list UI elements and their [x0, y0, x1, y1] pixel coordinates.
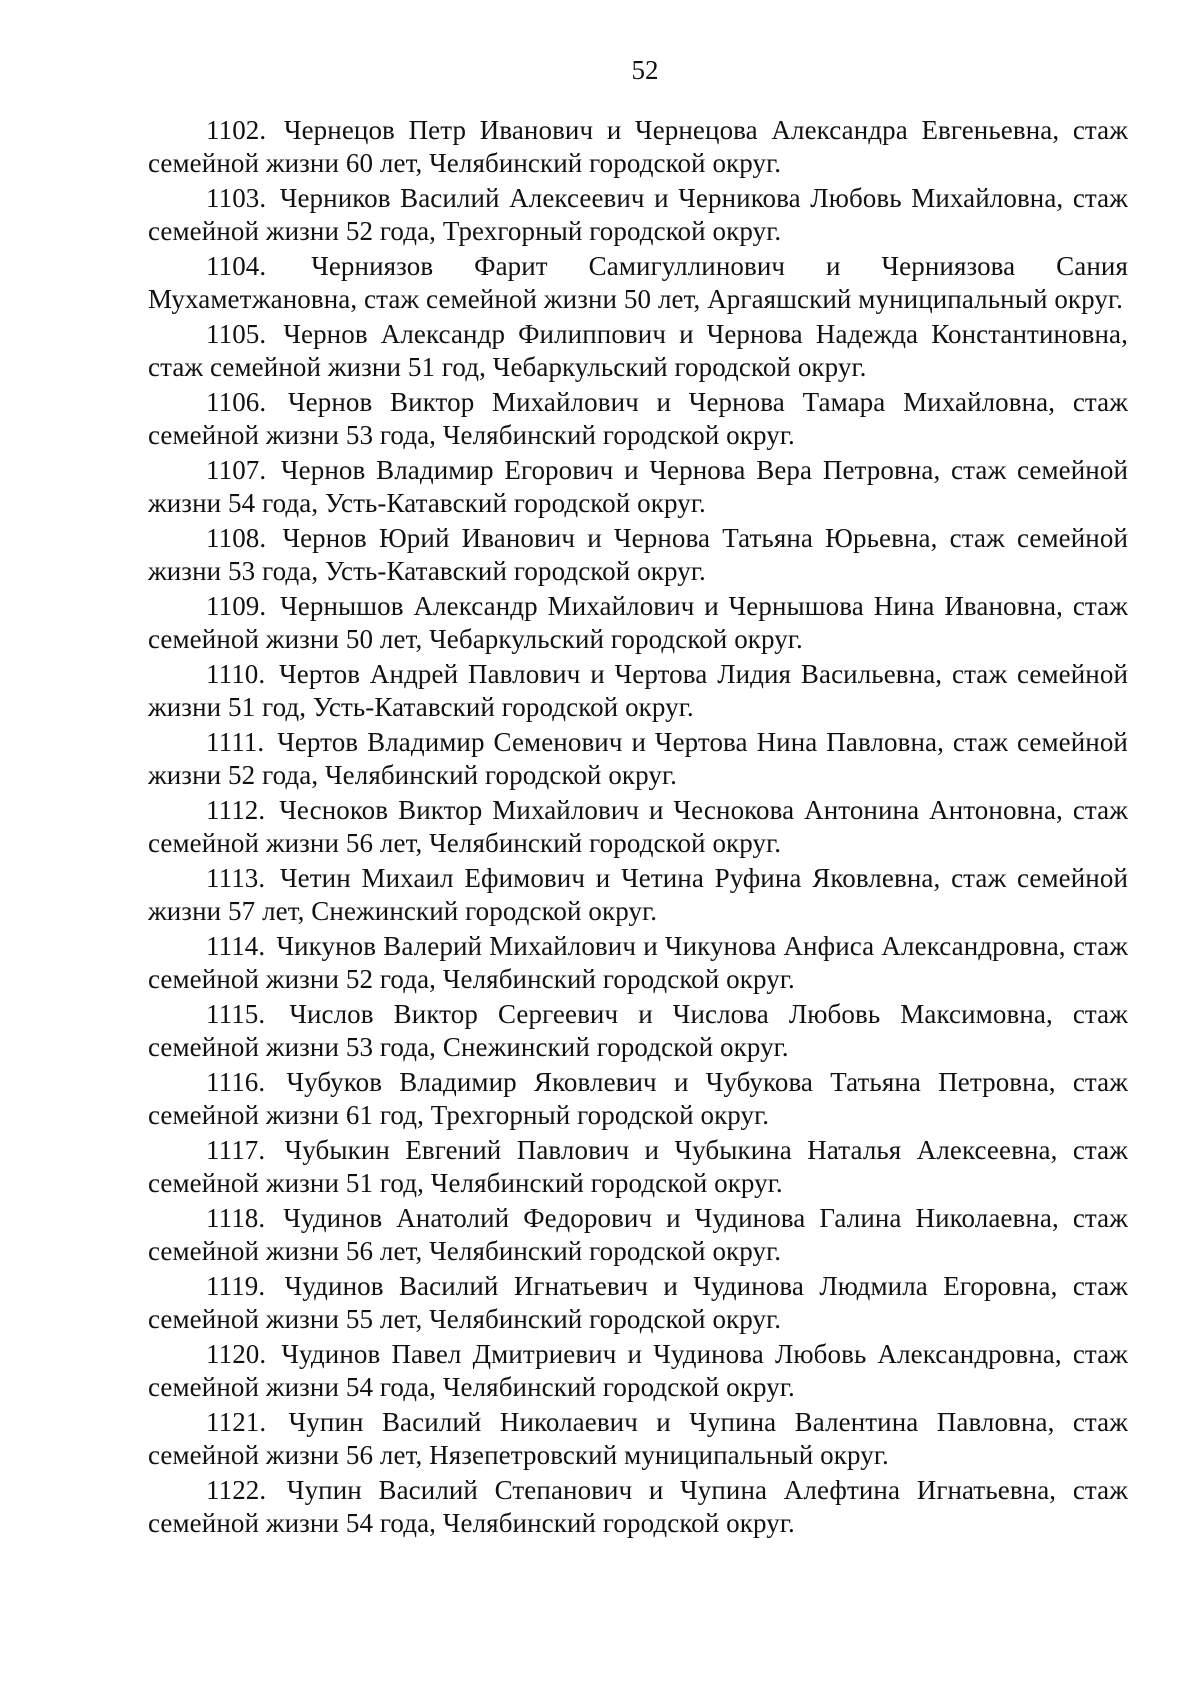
- list-item: [148, 658, 1128, 724]
- entry-text: Чернов Виктор Михайлович и Чернова Тамара Михайловна, стаж семейной жизни 53 года, Челябинский городской округ.: [148, 387, 1128, 450]
- entry-number: 1117.: [206, 1135, 266, 1165]
- entry-number: 1106.: [206, 387, 267, 417]
- entry-number: 1118.: [206, 1203, 266, 1233]
- entry-text: Чесноков Виктор Михайлович и Чеснокова Антонина Антоновна, стаж семейной жизни 56 лет, Челябинский городской округ.: [148, 795, 1128, 858]
- entry-number: 1122.: [206, 1475, 267, 1505]
- list-item: [148, 862, 1128, 928]
- list-item: [148, 1270, 1128, 1336]
- entry-text: Чудинов Анатолий Федорович и Чудинова Галина Николаевна, стаж семейной жизни 56 лет, Челябинский городской округ.: [148, 1203, 1129, 1266]
- entry-number: 1109.: [206, 591, 267, 621]
- entry-number: 1104.: [206, 251, 267, 281]
- entry-text: Чубуков Владимир Яковлевич и Чубукова Татьяна Петровна, стаж семейной жизни 61 год, Трехгорный городской округ.: [148, 1067, 1128, 1130]
- entry-number: 1103.: [206, 183, 267, 213]
- entry-number: 1112.: [206, 795, 266, 825]
- entry-number: 1102.: [206, 115, 267, 145]
- list-item: [148, 590, 1128, 656]
- list-item: [148, 454, 1128, 520]
- entry-text: Чернышов Александр Михайлович и Чернышова Нина Ивановна, стаж семейной жизни 50 лет, Чебаркульский городской округ.: [148, 591, 1128, 654]
- entry-number: 1121.: [206, 1407, 267, 1437]
- entry-number: 1111.: [206, 727, 265, 757]
- entry-text: Чертов Владимир Семенович и Чертова Нина Павловна, стаж семейной жизни 52 года, Челябинский городской округ.: [148, 727, 1128, 790]
- entry-number: 1115.: [206, 999, 266, 1029]
- list-item: [148, 250, 1128, 316]
- entry-number: 1108.: [206, 523, 267, 553]
- entry-number: 1119.: [206, 1271, 266, 1301]
- entry-text: Чупин Василий Николаевич и Чупина Валентина Павловна, стаж семейной жизни 56 лет, Нязепетровский муниципальный округ.: [148, 1407, 1128, 1470]
- entry-text: Чупин Василий Степанович и Чупина Алефтина Игнатьевна, стаж семейной жизни 54 года, Челябинский городской округ.: [148, 1475, 1128, 1538]
- list-item: [148, 522, 1128, 588]
- entry-text: Чернов Юрий Иванович и Чернова Татьяна Юрьевна, стаж семейной жизни 53 года, Усть-Катавский городской округ.: [148, 523, 1128, 586]
- list-item: [148, 114, 1128, 180]
- list-item: [148, 1134, 1128, 1200]
- list-item: [148, 386, 1128, 452]
- list-item: [148, 726, 1128, 792]
- list-item: [148, 1406, 1128, 1472]
- entry-text: Чертов Андрей Павлович и Чертова Лидия Васильевна, стаж семейной жизни 51 год, Усть-Катавский городской округ.: [148, 659, 1128, 722]
- entry-text: Чернецов Петр Иванович и Чернецова Александра Евгеньевна, стаж семейной жизни 60 лет, Челябинский городской округ.: [148, 115, 1128, 178]
- entry-text: Чудинов Павел Дмитриевич и Чудинова Любовь Александровна, стаж семейной жизни 54 года, Челябинский городской округ.: [148, 1339, 1128, 1402]
- entry-text: Черников Василий Алексеевич и Черникова Любовь Михайловна, стаж семейной жизни 52 года, Трехгорный городской округ.: [148, 183, 1128, 246]
- entry-text: Числов Виктор Сергеевич и Числова Любовь Максимовна, стаж семейной жизни 53 года, Снежинский городской округ.: [148, 999, 1128, 1062]
- entry-number: 1116.: [206, 1067, 266, 1097]
- list-item: [148, 1338, 1128, 1404]
- entry-text: Чубыкин Евгений Павлович и Чубыкина Наталья Алексеевна, стаж семейной жизни 51 год, Челябинский городской округ.: [148, 1135, 1128, 1198]
- entry-number: 1110.: [206, 659, 266, 689]
- list-item: [148, 182, 1128, 248]
- entry-number: 1120.: [206, 1339, 267, 1369]
- entry-number: 1114.: [206, 931, 266, 961]
- entry-text: Чернов Александр Филиппович и Чернова Надежда Константиновна, стаж семейной жизни 51 год, Чебаркульский городской округ.: [148, 319, 1128, 382]
- entry-number: 1113.: [206, 863, 266, 893]
- list-item: [148, 1474, 1128, 1540]
- entry-number: 1105.: [206, 319, 267, 349]
- list-item: [148, 794, 1128, 860]
- entry-text: Чудинов Василий Игнатьевич и Чудинова Людмила Егоровна, стаж семейной жизни 55 лет, Челябинский городской округ.: [148, 1271, 1129, 1334]
- list-item: [148, 930, 1128, 996]
- entry-text: Четин Михаил Ефимович и Четина Руфина Яковлевна, стаж семейной жизни 57 лет, Снежинский городской округ.: [148, 863, 1128, 926]
- entry-number: 1107.: [206, 455, 267, 485]
- entry-text: Чернов Владимир Егорович и Чернова Вера Петровна, стаж семейной жизни 54 года, Усть-Катавский городской округ.: [148, 455, 1128, 518]
- list-item: [148, 998, 1128, 1064]
- entry-text: Черниязов Фарит Самигуллинович и Черниязова Сания Мухаметжановна, стаж семейной жизни 50 лет, Аргаяшский муниципальный округ.: [148, 251, 1128, 314]
- entry-list: [148, 114, 1128, 1542]
- list-item: [148, 318, 1128, 384]
- page-number: 52: [631, 55, 659, 85]
- list-item: [148, 1066, 1128, 1132]
- list-item: [148, 1202, 1128, 1268]
- entry-text: Чикунов Валерий Михайлович и Чикунова Анфиса Александровна, стаж семейной жизни 52 года, Челябинский городской округ.: [148, 931, 1128, 994]
